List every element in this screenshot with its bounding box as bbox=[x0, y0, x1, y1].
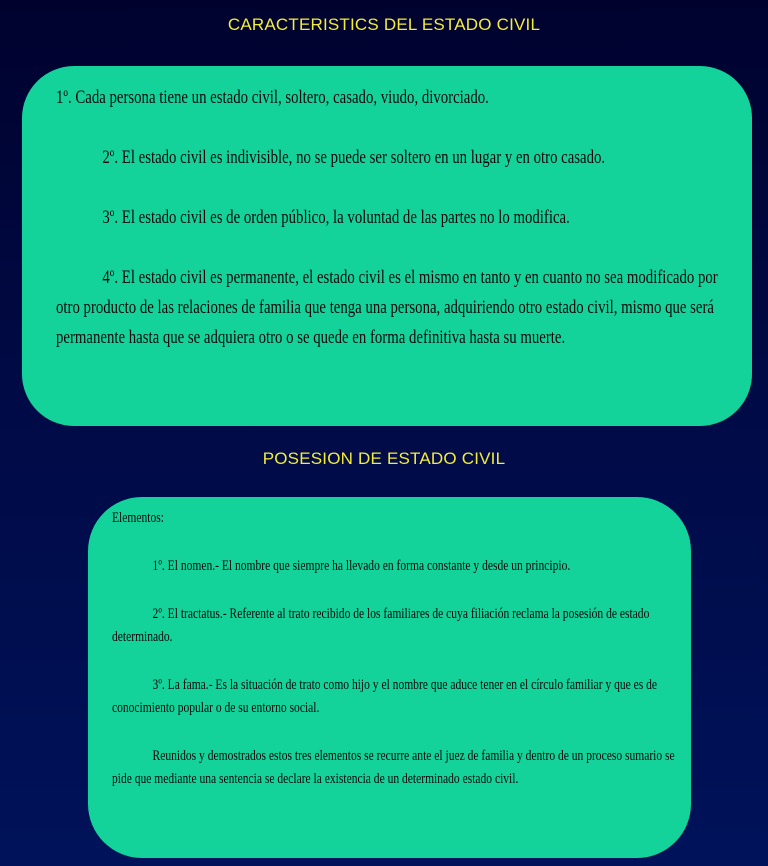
caracteristicas-panel bbox=[22, 66, 752, 426]
elementos-label: Elementos: bbox=[112, 510, 164, 526]
caracteristica-3: 3º. El estado civil es de orden público, la voluntad de las partes no lo modifica. bbox=[102, 208, 570, 228]
caracteristica-1: 1º. Cada persona tiene un estado civil, soltero, casado, viudo, divorciado. bbox=[56, 88, 489, 108]
elemento-fama: 3º. La fama.- Es la situación de trato como hijo y el nombre que aduce tener en el círculo familiar y que es de conocimiento popular o de su entorno social. bbox=[112, 677, 658, 716]
elemento-nomen: 1º. El nomen.- El nombre que siempre ha llevado en forma constante y desde un principio. bbox=[152, 558, 571, 574]
section-title-caracteristicas: CARACTERISTICS DEL ESTADO CIVIL bbox=[227, 15, 541, 34]
caracteristica-4: 4º. El estado civil es permanente, el estado civil es el mismo en tanto y en cuanto no sea modificado por otro producto de las relaciones de familia que tenga una persona, adquiriendo otro estado civil, mismo que será permanente hasta que se adquiera otro o se quede en forma definitiva hasta su muerte. bbox=[56, 268, 718, 348]
conclusion-paragraph: Reunidos y demostrados estos tres elementos se recurre ante el juez de familia y dentro de un proceso sumario se pide que mediante una sentencia se declare la existencia de un determinado estado civil. bbox=[112, 748, 675, 787]
section-title-posesion: POSESION DE ESTADO CIVIL bbox=[262, 449, 506, 468]
caracteristica-2: 2º. El estado civil es indivisible, no se puede ser soltero en un lugar y en otro casado. bbox=[102, 148, 606, 168]
posesion-panel bbox=[88, 497, 691, 858]
elemento-tractatus: 2º. El tractatus.- Referente al trato recibido de los familiares de cuya filiación reclama la posesión de estado determinado. bbox=[112, 606, 650, 645]
